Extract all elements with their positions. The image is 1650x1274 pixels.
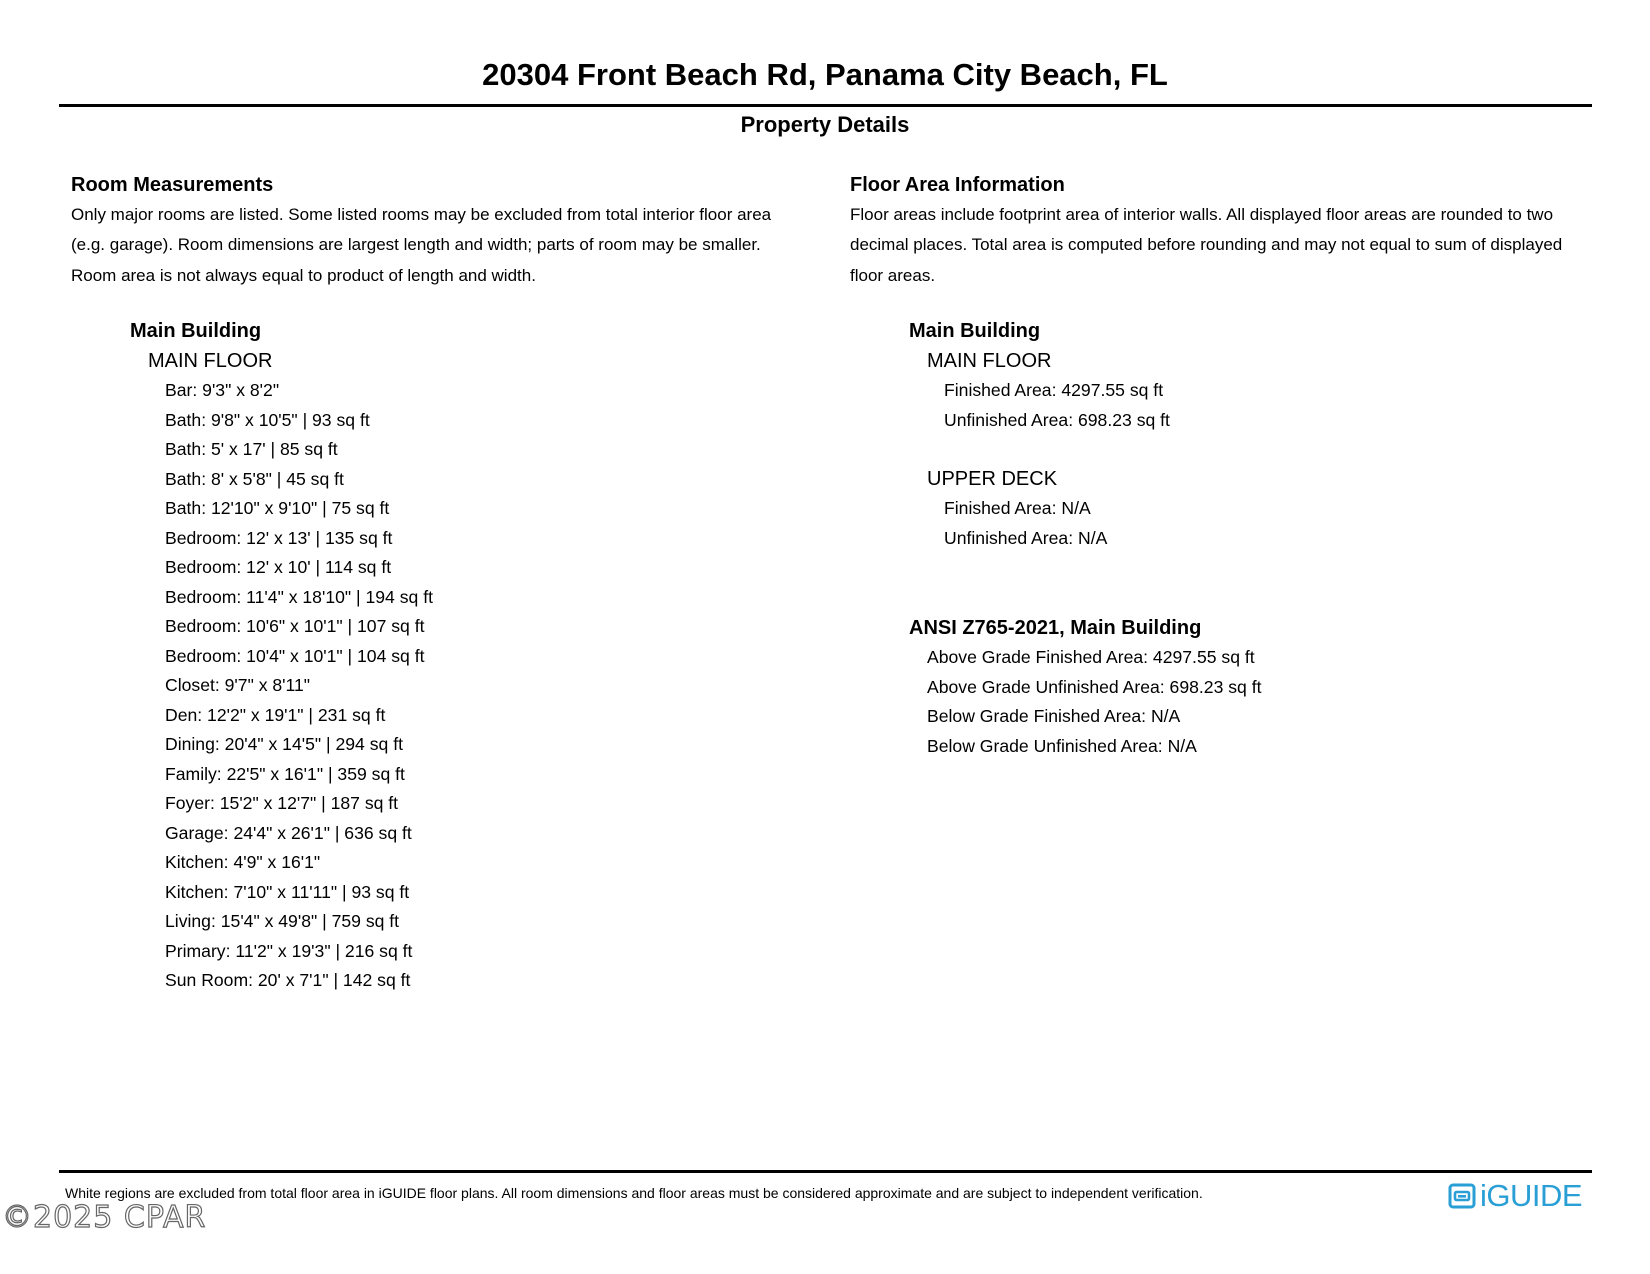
spacer [909, 435, 1170, 464]
unfinished-area: Unfinished Area: N/A [944, 527, 1108, 548]
room-item: Bedroom: 12' x 13' | 135 sq ft [165, 527, 393, 548]
room-item: Primary: 11'2" x 19'3" | 216 sq ft [165, 940, 413, 961]
room-item: Garage: 24'4" x 26'1" | 636 sq ft [165, 822, 412, 843]
room-measurements-heading: Room Measurements [71, 174, 274, 196]
room-item: Dining: 20'4" x 14'5" | 294 sq ft [165, 734, 403, 754]
description-line: decimal places. Total area is computed before rounding and may not equal to sum of displayed [850, 235, 1563, 255]
room-item: Kitchen: 7'10" x 11'11" | 93 sq ft [165, 881, 410, 902]
description-line: floor areas. [850, 265, 936, 285]
room-item: Family: 22'5" x 16'1" | 359 sq ft [165, 763, 405, 784]
page-title: 20304 Front Beach Rd, Panama City Beach, FL [482, 57, 1168, 92]
page-subtitle: Property Details [740, 112, 910, 137]
copyright-watermark: ©2025 CPAR [2, 1200, 207, 1235]
ansi-line: Above Grade Unfinished Area: 698.23 sq ft [927, 676, 1262, 697]
room-item: Bedroom: 10'4" x 10'1" | 104 sq ft [165, 645, 425, 666]
description-line: Only major rooms are listed. Some listed rooms may be excluded from total interior floor area [71, 205, 772, 224]
room-item: Bedroom: 12' x 10' | 114 sq ft [165, 557, 392, 577]
room-item: Kitchen: 4'9" x 16'1" [165, 852, 321, 872]
room-item: Bar: 9'3" x 8'2" [165, 380, 280, 400]
room-item: Bath: 12'10" x 9'10" | 75 sq ft [165, 498, 390, 518]
finished-area: Finished Area: N/A [944, 498, 1091, 518]
ansi-heading: ANSI Z765-2021, Main Building [909, 617, 1202, 639]
iguide-logo [1448, 1178, 1582, 1214]
floor-area-description [850, 200, 1610, 291]
description-line: Floor areas include footprint area of interior walls. All displayed floor areas are rounded to two [850, 205, 1554, 224]
room-measurements-description [71, 200, 811, 291]
floor-label-main: MAIN FLOOR [927, 350, 1052, 372]
unfinished-area: Unfinished Area: 698.23 sq ft [944, 409, 1170, 430]
room-list [130, 316, 433, 996]
footer-disclaimer: White regions are excluded from total floor area in iGUIDE floor plans. All room dimensions and floor areas must be considered approximate and are subject to independent verification. [65, 1185, 1203, 1201]
room-item: Sun Room: 20' x 7'1" | 142 sq ft [165, 970, 411, 990]
footer-divider [59, 1170, 1592, 1173]
ansi-line: Below Grade Finished Area: N/A [927, 706, 1181, 727]
floor-area-list [909, 316, 1170, 553]
logo-text: iGUIDE [1480, 1178, 1583, 1213]
floor-area-section [850, 170, 1610, 291]
room-item: Bedroom: 10'6" x 10'1" | 107 sq ft [165, 616, 425, 636]
floor-area-building-heading: Main Building [909, 320, 1041, 342]
room-item: Closet: 9'7" x 8'11" [165, 675, 311, 695]
floor-label-upper-deck: UPPER DECK [927, 468, 1058, 490]
room-item: Bedroom: 11'4" x 18'10" | 194 sq ft [165, 586, 433, 607]
ansi-line: Below Grade Unfinished Area: N/A [927, 735, 1197, 756]
finished-area: Finished Area: 4297.55 sq ft [944, 380, 1164, 400]
room-floor-label: MAIN FLOOR [148, 350, 273, 372]
room-item: Bath: 5' x 17' | 85 sq ft [165, 439, 338, 459]
header-divider [59, 104, 1592, 107]
room-item: Bath: 8' x 5'8" | 45 sq ft [165, 468, 344, 489]
description-line: (e.g. garage). Room dimensions are largest length and width; parts of room may be smaller. [71, 235, 761, 255]
ansi-line: Above Grade Finished Area: 4297.55 sq ft [927, 647, 1255, 667]
room-item: Foyer: 15'2" x 12'7" | 187 sq ft [165, 793, 399, 813]
room-building-heading: Main Building [130, 320, 262, 342]
room-item: Den: 12'2" x 19'1" | 231 sq ft [165, 704, 386, 725]
room-item: Bath: 9'8" x 10'5" | 93 sq ft [165, 409, 370, 430]
iguide-box-icon [1448, 1182, 1476, 1210]
description-line: Room area is not always equal to product of length and width. [71, 265, 536, 285]
floor-area-heading: Floor Area Information [850, 174, 1065, 196]
room-measurements-section [71, 170, 811, 291]
ansi-section [909, 613, 1262, 761]
room-item: Living: 15'4" x 49'8" | 759 sq ft [165, 911, 400, 931]
